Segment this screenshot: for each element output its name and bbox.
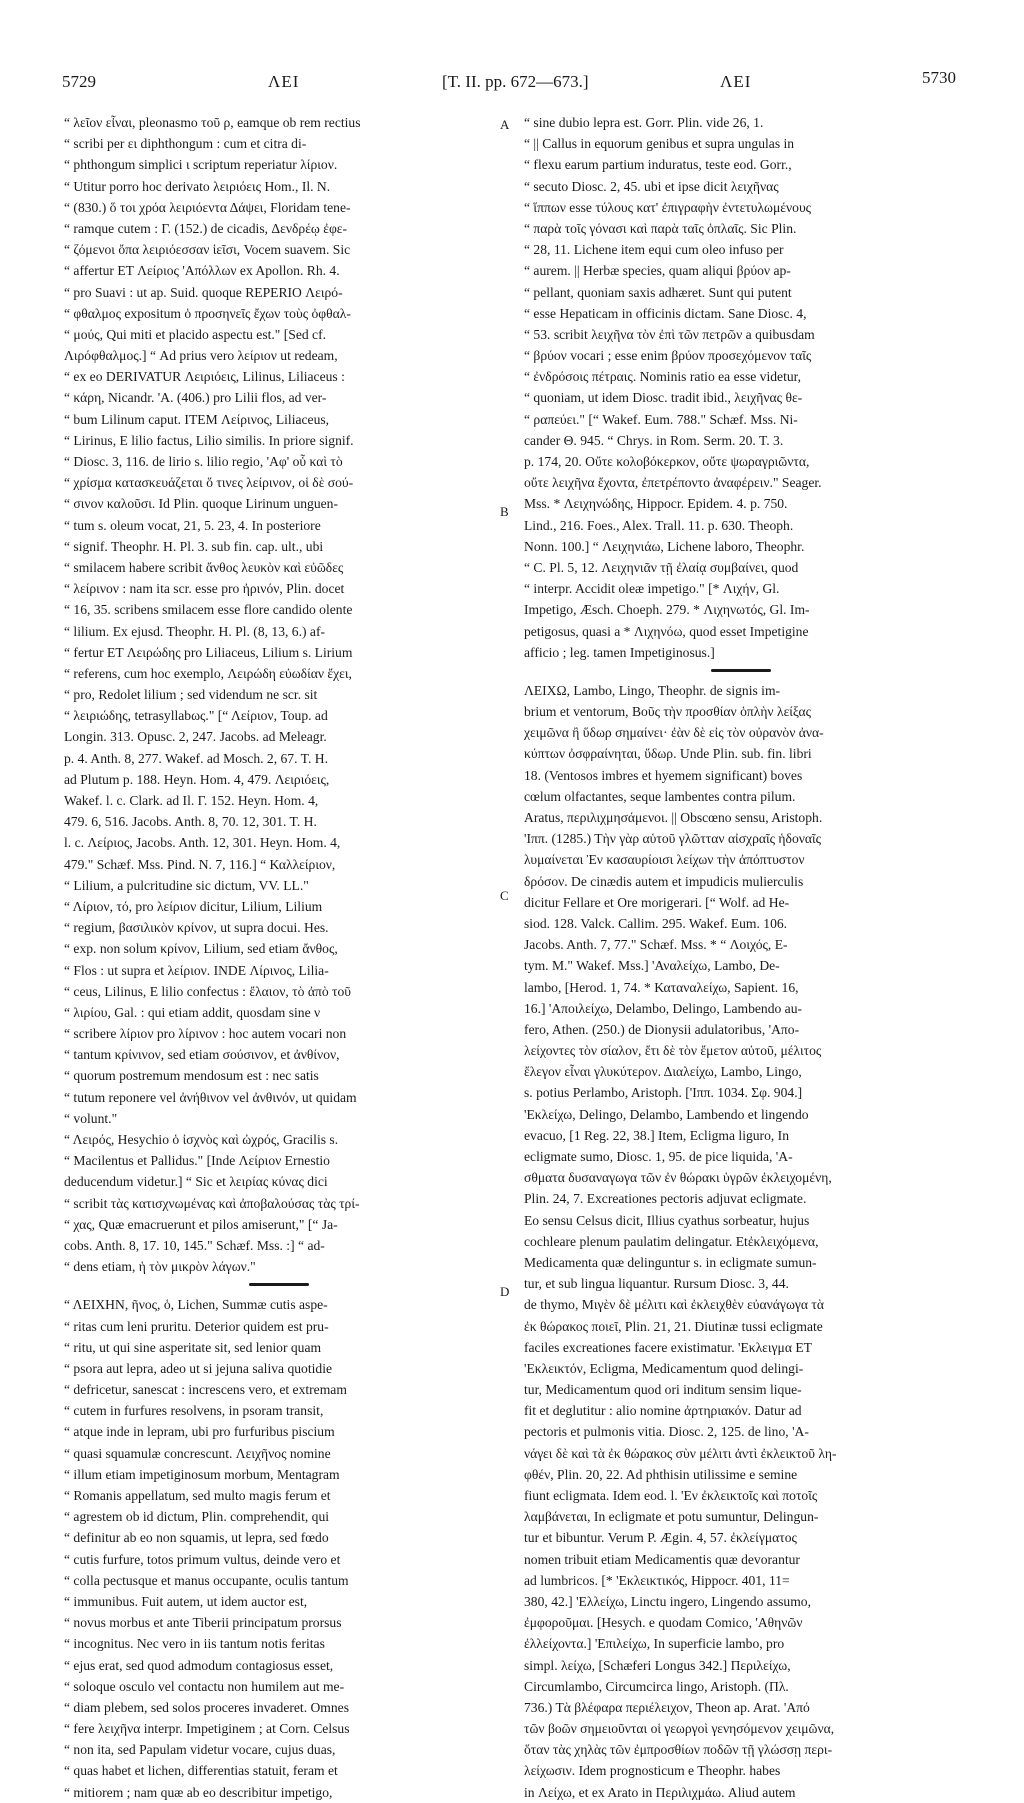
text-line: ad Plutum p. 188. Heyn. Hom. 4, 479. Λειριόεις,	[64, 771, 330, 787]
text-line: “ ζόμενοι ὄπα λειριόεσσαν ἱεῖσι, Vocem suavem. Sic	[64, 242, 351, 258]
text-line: “ pro Suavi : ut ap. Suid. quoque REPERIO Λειρό-	[64, 284, 343, 300]
text-line: φθέν, Plin. 20, 22. Ad phthisin utilissime e semine	[524, 1466, 798, 1482]
entry-leicho	[524, 680, 958, 1803]
text-line: Impetigo, Æsch. Choeph. 279. * Λιχηνωτός, Gl. Im-	[524, 602, 810, 618]
text-line: “ λιρίου, Gal. : qui etiam addit, quosdam sine ν	[64, 1004, 321, 1020]
text-line: “ (830.) ὅ τοι χρόα λειριόεντα Δάψει, Floridam tene-	[64, 199, 351, 215]
text-line: “ σινον καλοῦσι. Id Plin. quoque Lirinum unguen-	[64, 496, 338, 512]
entry-leichen-continued	[524, 112, 958, 663]
text-line: “ fertur ET Λειρώδης pro Liliaceus, Lilium s. Lirium	[64, 644, 353, 660]
text-line: tur, et sub lingua liquantur. Rursum Diosc. 3, 44.	[524, 1276, 789, 1292]
entry-leichen	[64, 1294, 494, 1803]
text-line: fiunt ecligmata. Idem eod. l. 'Εν ἐκλεικτοῖς καὶ ποτοῖς	[524, 1488, 818, 1503]
text-line: Circumlambo, Circumcirca lingo, Aristoph. (Πλ.	[524, 1678, 789, 1694]
text-line: evacuo, [1 Reg. 22, 38.] Item, Ecligma liguro, In	[524, 1127, 790, 1143]
text-line: lambo, [Herod. 1, 74. * Καταναλείχω, Sapient. 16,	[524, 979, 799, 995]
text-line: 479. 6, 516. Jacobs. Anth. 8, 70. 12, 301. T. H.	[64, 814, 317, 830]
text-line: σθματα δυσαναγωγα τῶν ἐν θώρακι ὑγρῶν ἐκλειχομένη,	[524, 1170, 832, 1186]
text-line: ἔλεγον εἶναι γλυκύτερον. Διαλείχω, Lambo, Lingo,	[524, 1064, 802, 1080]
text-line: Λιρόφθαλμος.] “ Ad prius vero λείριον ut redeam,	[64, 348, 338, 364]
text-line: ἐλλείχοντα.] 'Επιλείχω, In superficie lambo, pro	[524, 1636, 785, 1652]
text-line: “ esse Hepaticam in officinis dictam. Sane Diosc. 4,	[524, 305, 807, 321]
text-line: “ quorum postremum mendosum est : nec satis	[64, 1068, 319, 1084]
text-line: “ χας, Quæ emacruerunt et pilos amiserunt," [“ Ja-	[64, 1216, 338, 1232]
text-line: Nonn. 100.] “ Λειχηνιάω, Lichene laboro, Theophr.	[524, 538, 805, 554]
text-line: “ Lirinus, E lilio factus, Lilio similis. In priore signif.	[64, 432, 354, 448]
text-line: Medicamenta quæ delinguntur s. in ecligmate sumun-	[524, 1254, 817, 1270]
text-line: “ Λειρός, Hesychio ὁ ἰσχνὸς καὶ ὠχρός, Gracilis s.	[64, 1132, 339, 1147]
text-line: 18. (Ventosos imbres et hyemem significant) boves	[524, 767, 803, 783]
text-line: “ referens, cum hoc exemplo, Λειρώδη εὐωδίαν ἔχει,	[64, 665, 352, 681]
text-line: “ παρὰ τοῖς γόνασι καὶ παρὰ ταῖς ὁπλαῖς. Sic Plin.	[524, 220, 797, 236]
text-line: “ tantum κρίνινον, sed etiam σούσινον, et ἀνθίνον,	[64, 1047, 340, 1063]
text-line: ecligmate sumo, Diosc. 1, 95. de pice liquida, 'Α-	[524, 1149, 793, 1164]
text-line: pectoris et pulmonis vitia. Diosc. 2, 125. de lino, 'Α-	[524, 1424, 809, 1440]
text-line: Longin. 313. Opusc. 2, 247. Jacobs. ad Meleagr.	[64, 729, 327, 745]
text-line: “ λείρινον : nam ita scr. esse pro ἠρινόν, Plin. docet	[64, 581, 345, 597]
text-line: “ affertur ET Λείριος 'Απόλλων ex Apollon. Rh. 4.	[64, 263, 340, 279]
text-line: “ volunt."	[64, 1110, 118, 1126]
text-line: Eo sensu Celsus dicit, Illius cyathus sorbeatur, hujus	[524, 1212, 810, 1228]
text-line: fero, Athen. (250.) de Dionysii adulatoribus, 'Απο-	[524, 1021, 800, 1037]
text-line: cander Θ. 945. “ Chrys. in Rom. Serm. 20. T. 3.	[524, 432, 784, 448]
right-column	[524, 112, 958, 1800]
text-line: siod. 128. Valck. Callim. 295. Wakef. Eum. 106.	[524, 915, 788, 931]
text-line: “ ejus erat, sed quod admodum contagiosus esset,	[64, 1657, 334, 1673]
text-line: “ tutum reponere vel ἀνήθινον vel ἀνθινόν, ut quidam	[64, 1089, 357, 1105]
text-line: χειμῶνα ἢ ὕδωρ σημαίνει· ἐὰν δὲ εἰς τὸν οὐρανὸν ἀνα-	[524, 725, 824, 741]
text-line: “ ἵππων esse τύλους κατ' ἐπιγραφὴν ἐντετυλωμένους	[524, 199, 812, 215]
text-line: “ Diosc. 3, 116. de lirio s. lilio regio, 'Αφ' οὗ καὶ τὸ	[64, 454, 343, 469]
text-line: tym. M." Wakef. Mss.] 'Αναλείχω, Lambo, De-	[524, 958, 780, 974]
text-line: “ μούς, Qui miti et placido aspectu est." [Sed cf.	[64, 326, 327, 342]
text-line: “ bum Lilinum caput. ITEM Λείρινος, Liliaceus,	[64, 411, 330, 427]
text-line: “ interpr. Accidit oleæ impetigo." [* Λιχήν, Gl.	[524, 581, 780, 597]
text-line: “ mitiorem ; nam quæ ab eo describitur impetigo,	[64, 1784, 333, 1800]
text-line: cœlum olfactantes, seque lambentes contra pilum.	[524, 788, 796, 804]
running-head-right: ΛΕΙ	[720, 72, 752, 91]
text-line: “ scribere λίριον pro λίρινον : hoc autem vocari non	[64, 1026, 347, 1042]
text-line: p. 4. Anth. 8, 277. Wakef. ad Mosch. 2, 67. T. H.	[64, 750, 328, 766]
text-line: “ definitur ab eo non squamis, ut lepra, sed fœdo	[64, 1530, 329, 1546]
text-line: λαμβάνεται, In ecligmate et potu sumuntur, Delingun-	[524, 1509, 819, 1525]
text-line: brium et ventorum, Βοῦς τὴν προσθίαν ὁπλὴν λείξας	[524, 704, 811, 720]
text-line: “ novus morbus et ante Tiberii principatum prorsus	[64, 1615, 342, 1631]
text-line: “ ἐνδρόσοις πέτραις. Nominis ratio ea esse videtur,	[524, 369, 802, 385]
text-line: afficio ; leg. tamen Impetiginosus.]	[524, 644, 715, 660]
text-line: “ quoniam, ut idem Diosc. tradit ibid., λειχῆνας θε-	[524, 390, 803, 406]
text-line: Jacobs. Anth. 7, 77." Schæf. Mss. * “ Λοιχός, E-	[524, 937, 788, 953]
text-line: “ sine dubio lepra est. Gorr. Plin. vide 26, 1.	[524, 115, 764, 130]
text-line: “ lilium. Ex ejusd. Theophr. H. Pl. (8, 13, 6.) af-	[64, 623, 326, 639]
margin-letter-d: D	[500, 1284, 510, 1299]
running-head-left: ΛΕΙ	[268, 72, 300, 91]
text-line: “ psora aut lepra, adeo ut si jejuna saliva quotidie	[64, 1360, 333, 1376]
text-line: petigosus, quasi a * Λιχηνόω, quod esset Impetigine	[524, 623, 809, 639]
text-line: λείχοντες τὸν σίαλον, ἔτι δὲ τὸν ἔμετον αὐτοῦ, μέλιτος	[524, 1043, 822, 1059]
text-line: in Λείχω, et ex Arato in Περιλιχμάω. Aliud autem	[524, 1784, 796, 1800]
text-line: tur et bibuntur. Verum P. Ægin. 4, 57. ἐκλείγματος	[524, 1530, 797, 1546]
text-line: “ pro, Redolet lilium ; sed videndum ne scr. sit	[64, 687, 318, 703]
text-line: faciles excreationes facere existimatur. 'Εκλειγμα ET	[524, 1339, 812, 1355]
text-line: ἐμφοροῦμαι. [Hesych. e quodam Comico, 'Αθηνῶν	[524, 1615, 803, 1631]
text-line: “ scribi per ει diphthongum : cum et citra di-	[64, 136, 307, 152]
text-line: nomen tribuit etiam Medicamentis quæ devorantur	[524, 1551, 800, 1567]
text-line: “ quas habet et lichen, differentias statuit, feram et	[64, 1763, 338, 1779]
text-line: “ agrestem ob id dictum, Plin. comprehendit, qui	[64, 1509, 330, 1525]
text-line: “ χρίσμα κατασκευάζεται ὅ τινες λείρινον, οἱ δὲ σού-	[64, 475, 354, 491]
text-line: “ aurem. || Herbæ species, quam aliqui βρύον ap-	[524, 263, 791, 279]
text-line: Wakef. l. c. Clark. ad Il. Γ. 152. Heyn. Hom. 4,	[64, 793, 319, 808]
margin-section-letters	[500, 0, 520, 1779]
text-line: δρόσον. De cinædis autem et impudicis mulierculis	[524, 873, 804, 889]
text-line: “ illum etiam impetiginosum morbum, Mentagram	[64, 1466, 340, 1482]
text-line: p. 174, 20. Οὔτε κολοβόκερκον, οὔτε ψωραγριῶντα,	[524, 454, 810, 469]
text-line: “ secuto Diosc. 2, 45. ubi et ipse dicit λειχῆνας	[524, 178, 779, 194]
text-line: s. potius Perlambo, Aristoph. ['Ιππ. 1034. Σφ. 904.]	[524, 1085, 803, 1101]
text-line: “ dens etiam, ἡ τὸν μικρὸν λάγων."	[64, 1259, 256, 1275]
volume-reference: [T. II. pp. 672—673.]	[442, 72, 589, 91]
text-line: Mss. * Λειχηνώδης, Hippocr. Epidem. 4. p. 750.	[524, 496, 788, 512]
text-line: Aratus, περιλιχμησάμενοι. || Obscœno sensu, Aristoph.	[524, 810, 823, 825]
text-line: fit et deglutitur : alio nomine ἀρτηριακόν. Datur ad	[524, 1403, 802, 1419]
text-line: dicitur Fellare et Ore morigerari. [“ Wolf. ad He-	[524, 894, 790, 910]
text-line: “ exp. non solum κρίνον, Lilium, sed etiam ἄνθος,	[64, 941, 338, 957]
text-line: “ quasi squamulæ concrescunt. Λειχῆνος nomine	[64, 1445, 331, 1461]
text-line: “ atque inde in lepram, ubi pro furfuribus piscium	[64, 1424, 335, 1440]
text-line: simpl. λείχω, [Schæferi Longus 342.] Περιλείχω,	[524, 1657, 791, 1673]
margin-letter-c: C	[500, 888, 509, 903]
text-line: “ fere λειχῆνα interpr. Impetiginem ; at Corn. Celsus	[64, 1721, 350, 1737]
text-line: “ pellant, quoniam saxis adhæret. Sunt qui putent	[524, 284, 792, 300]
text-line: l. c. Λείριος, Jacobs. Anth. 12, 301. Heyn. Hom. 4,	[64, 835, 341, 851]
text-line: 16.] 'Αποιλείχω, Delambo, Delingo, Lambendo au-	[524, 1000, 803, 1016]
page-number-left: 5729	[62, 72, 96, 91]
text-line: “ ραπεύει." [“ Wakef. Eum. 788." Schæf. Mss. Ni-	[524, 411, 798, 427]
text-line: οὔτε λειχῆνα ἔχοντα, ἐπετρέποντο ἀναφέρειν." Seager.	[524, 475, 822, 491]
text-line: de thymo, Μιγὲν δὲ μέλιτι καὶ ἐκλειχθὲν εὐανάγωγα τὰ	[524, 1297, 824, 1313]
text-line: “ ritu, ut qui sine asperitate sit, sed lenior quam	[64, 1339, 322, 1355]
margin-letter-b: B	[500, 504, 509, 519]
text-line: “ λεῖον εἶναι, pleonasmo τοῦ ρ, eamque ob rem rectius	[64, 115, 361, 130]
text-line: Lind., 216. Foes., Alex. Trall. 11. p. 630. Theoph.	[524, 517, 794, 533]
text-line: “ Λίριον, τό, pro λείριον dicitur, Lilium, Lilium	[64, 898, 323, 914]
text-line: “ ex eo DERIVATUR Λειριόεις, Lilinus, Liliaceus :	[64, 369, 345, 385]
text-line: λείχωσιν. Idem prognosticum e Theophr. habes	[524, 1763, 781, 1779]
text-line: τῶν βοῶν σημειοῦνται οἱ γεωργοὶ γενησόμενον χειμῶνα,	[524, 1721, 835, 1737]
text-line: 'Εκλεικτόν, Ecligma, Medicamentum quod delingi-	[524, 1360, 804, 1376]
text-line: “ non ita, sed Papulam videtur vocare, cujus duas,	[64, 1742, 336, 1758]
text-line: ad lumbricos. [* 'Εκλεικτικός, Hippocr. 401, 11=	[524, 1572, 790, 1588]
entry-separator	[249, 1283, 309, 1286]
text-line: 380, 42.] 'Ελλείχω, Linctu ingero, Lingendo assumo,	[524, 1593, 811, 1609]
text-line: ἐκ θώρακος ποιεῖ, Plin. 21, 21. Diutinæ tussi ecligmate	[524, 1318, 823, 1334]
text-line: “ 28, 11. Lichene item equi cum oleo infuso per	[524, 242, 784, 258]
text-line: 'Ιππ. (1285.) Τὴν γὰρ αὑτοῦ γλῶτταν αἰσχραῖς ἡδοναῖς	[524, 831, 822, 847]
text-line: “ 16, 35. scribens smilacem esse flore candido olente	[64, 602, 353, 618]
text-line: tur, Medicamentum quod ori inditum sensim lique-	[524, 1382, 802, 1398]
text-line: “ signif. Theophr. H. Pl. 3. sub fin. cap. ult., ubi	[64, 538, 324, 554]
text-line: “ ΛΕΙΧΗΝ, ῆνος, ὁ, Lichen, Summæ cutis aspe-	[64, 1297, 328, 1313]
text-line: “ defricetur, sanescat : increscens vero, et extremam	[64, 1382, 347, 1398]
text-line: “ flexu earum partium induratus, teste eod. Gorr.,	[524, 157, 792, 173]
text-line: “ φθαλμος expositum ὁ προσηνεῖς ἔχων τοὺς ὀφθαλ-	[64, 305, 351, 321]
text-line: Plin. 24, 7. Excreationes pectoris adjuvat ecligmate.	[524, 1191, 807, 1207]
text-line: “ Utitur porro hoc derivato λειριόεις Hom., Il. N.	[64, 178, 331, 194]
text-line: νάγει δὲ καὶ τὰ ἐκ θώρακος σὺν μέλιτι ἀντὶ ἐκλεικτοῦ λη-	[524, 1445, 837, 1461]
text-line: “ smilacem habere scribit ἄνθος λευκὸν καὶ εὐῶδες	[64, 559, 344, 575]
text-line: 479." Schæf. Mss. Pind. N. 7, 116.] “ Καλλείριον,	[64, 856, 336, 872]
text-line: “ Flos : ut supra et λείριον. INDE Λίρινος, Lilia-	[64, 962, 329, 978]
text-line: “ cutis furfure, totos primum vultus, deinde vero et	[64, 1551, 341, 1567]
text-line: “ || Callus in equorum genibus et supra ungulas in	[524, 136, 795, 152]
margin-letter-a: A	[500, 117, 510, 132]
text-line: 736.) Τὰ βλέφαρα περιέλειχον, Theon ap. Arat. 'Από	[524, 1699, 810, 1715]
text-line: “ Romanis appellatum, sed multo magis ferum et	[64, 1488, 331, 1503]
text-line: “ incognitus. Nec vero in iis tantum notis feritas	[64, 1636, 325, 1652]
text-line: 'Εκλείχω, Delingo, Delambo, Lambendo et lingendo	[524, 1106, 809, 1122]
text-line: “ ceus, Lilinus, E lilio confectus : ἔλαιον, τὸ ἀπὸ τοῦ	[64, 983, 352, 999]
text-line: “ immunibus. Fuit autem, ut idem auctor est,	[64, 1593, 308, 1609]
text-line: ὅταν τὰς χηλὰς τῶν ἐμπροσθίων ποδῶν τῇ γλώσσῃ περι-	[524, 1742, 833, 1758]
page-number-right: 5730	[922, 68, 956, 87]
text-line: “ ritas cum leni pruritu. Deterior quidem est pru-	[64, 1318, 329, 1334]
text-line: λυμαίνεται Ἐν κασαυρίοισι λείχων τὴν ἀπόπτυστον	[524, 852, 805, 868]
text-line: κύπτων ὀσφραίνηται, ὕδωρ. Unde Plin. sub. fin. libri	[524, 746, 812, 762]
text-line: “ soloque osculo vel contactu non humilem aut me-	[64, 1678, 345, 1694]
text-line: “ cutem in furfures resolvens, in psoram transit,	[64, 1403, 324, 1419]
text-line: “ κάρη, Nicandr. 'Α. (406.) pro Lilii flos, ad ver-	[64, 390, 327, 406]
text-line: “ colla pectusque et manus occupante, oculis tantum	[64, 1572, 349, 1588]
text-line: cobs. Anth. 8, 17. 10, 145." Schæf. Mss. :] “ ad-	[64, 1237, 325, 1253]
text-line: “ ramque cutem : Γ. (152.) de cicadis, Δενδρέῳ ἐφε-	[64, 220, 348, 236]
text-line: “ Macilentus et Pallidus." [Inde Λείριον Ernestio	[64, 1153, 330, 1169]
text-line: ΛΕΙΧΩ, Lambo, Lingo, Theophr. de signis im-	[524, 682, 781, 698]
text-line: deducendum videtur.] “ Sic et λειρίας κύνας dici	[64, 1174, 328, 1190]
left-column	[64, 112, 494, 1800]
text-line: “ tum s. oleum vocat, 21, 5. 23, 4. In posteriore	[64, 517, 321, 533]
entry-separator	[711, 669, 771, 672]
text-line: “ phthongum simplici ι scriptum reperiatur λίριον.	[64, 157, 338, 173]
text-line: “ scribit τὰς κατισχνωμένας καὶ ἀποβαλούσας τὰς τρί-	[64, 1195, 360, 1211]
text-line: “ 53. scribit λειχῆνα τὸν ἐπὶ τῶν πετρῶν a quibusdam	[524, 326, 815, 342]
text-line: cochleare plenum paulatim delingatur. Etἐκλειχόμενα,	[524, 1233, 819, 1249]
entry-leirion	[64, 112, 494, 1277]
text-line: “ diam plebem, sed solos proceres invaderet. Omnes	[64, 1699, 350, 1715]
text-line: “ λειριώδης, tetrasyllabως." [“ Λείριον, Toup. ad	[64, 708, 328, 724]
text-line: “ Lilium, a pulcritudine sic dictum, VV. LL."	[64, 877, 309, 893]
text-line: “ regium, βασιλικὸν κρίνον, ut supra docui. Hes.	[64, 920, 329, 936]
text-line: “ βρύον vocari ; esse enim βρύον προσεχόμενον ταῖς	[524, 348, 812, 364]
text-line: “ C. Pl. 5, 12. Λειχηνιᾶν τῇ ἐλαίᾳ συμβαίνει, quod	[524, 559, 799, 575]
